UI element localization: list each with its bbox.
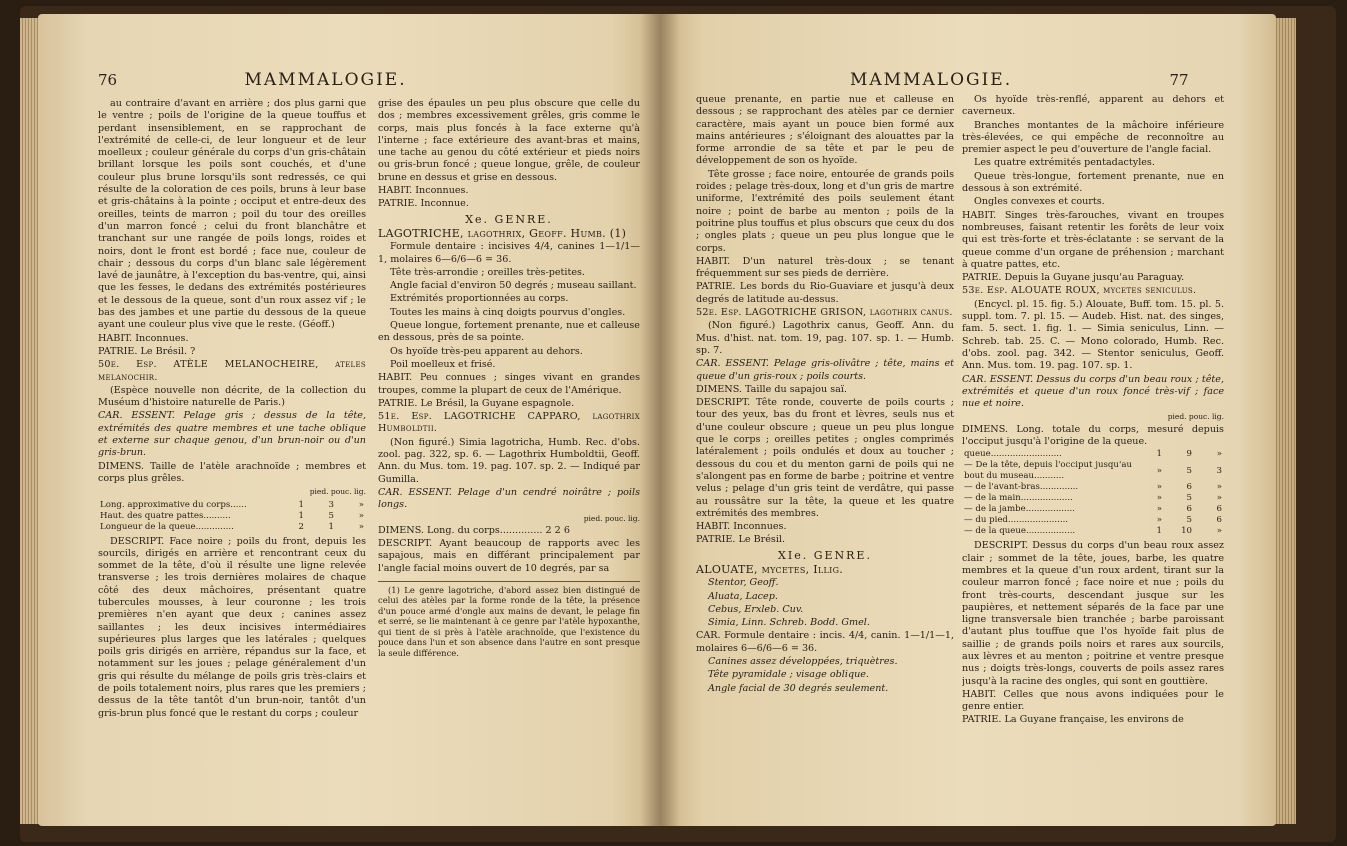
measure-header: pied. pouc. lig. [583,513,640,523]
paragraph: Toutes les mains à cinq doigts pourvus d'ongles. [390,306,626,318]
habit-line: HABIT. Inconnues. [696,521,787,533]
synonym: Cebus, Erxleb. Cuv. [708,603,804,615]
measure-label: — de la queue.................. [964,526,1076,537]
paragraph: DESCRIPT. Face noire ; poils du front, depuis les sourcils, dirigés en arrière et rencontrant ceux du sommet de la tête, d'où il résulte une ligne relevée transverse ; les trois dernières molaires de chaque côté des deux mâchoires, présentant quatre tubercules mousses, à leur couronne ; les trois premières n'en ayant que deux ; canines assez saillantes ; les deux incisives intermédiaires supérieures plus larges que les latérales ; quelques poils gris dirigés en arrière, répandus sur la face, et notamment sur les joues ; pelage généralement d'un gris qui résulte du mélange de poils gris très-clairs et de poils totalement noirs, plus rares que les premiers ; dessus de la tête tantôt d'un brun-noir, tantôt d'un gris-brun plus foncé que le restant du corps ; couleur [98,535,366,719]
measure-lig: » [358,521,364,532]
genus-heading: XIe. GENRE. [778,548,872,562]
left-page [38,14,660,826]
paragraph: Ongles convexes et courts. [974,196,1105,208]
measure-pied: 1 [298,510,304,521]
species-heading: 52e. Esp. LAGOTRICHE GRISON, lagothrix canus. [696,307,953,319]
measure-header: pied. pouc. lig. [1167,412,1224,422]
paragraph: (Espèce nouvelle non décrite, de la collection du Muséum d'histoire naturelle de Paris.) [98,384,366,409]
paragraph: CAR. ESSENT. Pelage gris-olivâtre ; tête, mains et queue d'un gris-roux ; poils courts. [696,358,954,382]
patrie-line: PATRIE. Depuis la Guyane jusqu'au Paraguay. [962,272,1185,284]
measure-pied: » [1156,482,1162,493]
paragraph: Angle facial de 30 degrés seulement. [708,682,889,694]
measure-lig: » [1216,493,1222,504]
measure-pouc: 10 [1181,526,1192,537]
paragraph: Les quatre extrémités pentadactyles. [974,157,1155,169]
habit-line: HABIT. Celles que nous avons indiquées pour le genre entier. [962,688,1224,713]
paragraph: Os hyoïde très-peu apparent au dehors. [390,345,583,357]
patrie-line: PATRIE. Le Brésil. ? [98,345,196,357]
paragraph: DESCRIPT. Tête ronde, couverte de poils courts ; tour des yeux, bas du front et lèvres, seuls nus et d'une couleur obscure ; queue un peu plus longue que le corps ; oreilles petites ; ongles comprimés latéralement ; poils ondulés et doux au toucher ; dessous du cou et du menton garni de poils qui ne s'alongent pas en forme de barbe ; poitrine et ventre velus ; pelage d'un gris teint de verdâtre, qui passe au roussâtre sur la tête, la queue et les quatre extrémités des membres. [696,397,954,519]
measure-pied: 1 [1156,449,1162,460]
dimens-line: DIMENS. Taille de l'atèle arachnoïde ; membres et corps plus grêles. [98,460,366,484]
measure-pouc: 5 [1186,465,1192,476]
paragraph: Tête grosse ; face noire, entourée de grands poils roides ; pelage très-doux, long et d'un gris de martre uniforme, l'extrémité des poils seulement étant noire ; point de barbe au menton ; poils de la poitrine plus touffus et plus obscurs que ceux du dos ; ongles plats ; queue un peu plus longue que le corps. [696,168,954,254]
table-row [962,460,1224,482]
table-row [962,482,1224,493]
habit-line: HABIT. Peu connues ; singes vivant en grandes troupes, comme la plupart de ceux de l'Amérique. [378,372,640,396]
genus-name: ALOUATE, mycetes, Illig. [696,562,844,576]
measure-label: Longueur de la queue.............. [100,521,234,532]
right-column-2 [962,94,1224,818]
paragraph: (Non figuré.) Lagothrix canus, Geoff. Ann. du Mus. d'hist. nat. tom. 19, pag. 107. sp. 1. — Humb. sp. 7. [696,320,954,356]
patrie-line: PATRIE. La Guyane française, les environs de [962,714,1184,726]
paragraph: Poil moelleux et frisé. [390,358,496,370]
dental-formula: CAR. Formule dentaire : incis. 4/4, canin. 1—1/1—1, molaires 6—6/6—6 = 36. [696,630,954,654]
measure-pied: 1 [298,499,304,510]
measure-label: Haut. des quatre pattes.......... [100,510,231,521]
table-row [962,493,1224,504]
left-head-title: MAMMALOGIE. [244,70,407,90]
species-heading: 50e. Esp. ATÈLE MELANOCHEIRE, ateles melanochir. [98,359,366,383]
paragraph: Os hyoïde très-renflé, apparent au dehors et caverneux. [962,94,1224,118]
paragraph: CAR. ESSENT. Pelage d'un cendré noirâtre ; poils longs. [378,486,640,511]
synonym: Stentor, Geoff. [708,577,779,589]
species-heading: 53e. Esp. ALOUATE ROUX, mycetes seniculus. [962,285,1197,297]
measure-lig: » [1216,482,1222,493]
dimens-line: DIMENS. Long. du corps.............. 2 2 6 [378,524,570,536]
measure-lig: » [358,510,364,521]
table-row [962,504,1224,515]
paragraph: Extrémités proportionnées au corps. [390,293,569,305]
synonym: Simia, Linn. Schreb. Bodd. Gmel. [708,617,870,629]
habit-line: HABIT. Singes très-farouches, vivant en troupes nombreuses, faisant retentir les forêts de leur voix qui est très-forte et très-éclatante : se servant de la queue comme d'un organe de préhension ; marchant à quatre pattes, etc. [962,209,1224,270]
synonym: Aluata, Lacep. [708,590,778,602]
table-row [962,515,1224,526]
measure-label: Long. approximative du corps...... [100,499,247,510]
paragraph: CAR. ESSENT. Pelage gris ; dessus de la tête, extrémités des quatre membres et une tache oblique et externe sur chaque genou, d'un brun-noir ou d'un gris-brun. [98,410,366,459]
left-column-2 [378,98,640,818]
habit-line: HABIT. Inconnues. [378,185,469,197]
page-edges-right [1274,18,1296,824]
paragraph: Queue très-longue, fortement prenante, nue en dessous à son extrémité. [962,170,1224,195]
table-row [98,522,366,533]
genus-heading: Xe. GENRE. [465,212,553,226]
paragraph: queue prenante, en partie nue et calleuse en dessous ; se rapprochant des atèles par ce dernier caractère, mais ayant un pouce bien formé aux mains antérieures ; s'éloignant des alouattes par la forme arrondie de sa tête et par le peu de développement de son os hyoïde. [696,94,954,167]
paragraph: Queue longue, fortement prenante, nue et calleuse en dessous, près de sa pointe. [378,320,640,344]
paragraph: Tête très-arrondie ; oreilles très-petites. [390,266,585,278]
measure-pied: » [1156,465,1162,476]
right-running-head [850,70,1189,90]
measure-table [98,500,366,533]
measure-label: — de l'avant-bras.............. [964,482,1079,493]
dimens-line: DIMENS. Taille du sapajou saï. [696,383,847,395]
paragraph: Tête pyramidale ; visage oblique. [708,669,869,681]
habit-line: HABIT. D'un naturel très-doux ; se tenant fréquemment sur ses pieds de derrière. [696,255,954,280]
table-row [962,449,1224,460]
measure-pouc: 5 [1186,493,1192,504]
patrie-line: PATRIE. Le Brésil, la Guyane espagnole. [378,397,575,409]
measure-lig: 6 [1216,504,1222,515]
table-row [98,500,366,511]
paragraph: Branches montantes de la mâchoire inférieure très-élevées, ce qui empêche de reconnoître au premier aspect le peu d'ouverture de l'angle facial. [962,119,1224,156]
measure-table [962,449,1224,537]
measure-lig: » [358,499,364,510]
measure-label: — de la main................... [964,493,1073,504]
measure-pouc: 1 [328,521,334,532]
measure-lig: 3 [1216,465,1222,476]
left-page-number: 76 [98,71,118,89]
genus-name: LAGOTRICHE, lagothrix, Geoff. Humb. (1) [378,226,627,240]
table-row [962,526,1224,537]
measure-label: — De la tête, depuis l'occiput jusqu'au bout du museau........... [964,460,1132,482]
measure-pied: » [1156,515,1162,526]
measure-lig: » [1216,449,1222,460]
measure-lig: 6 [1216,515,1222,526]
measure-pouc: 6 [1186,504,1192,515]
page-edges-left [20,18,40,824]
footnote-text: (1) Le genre lagotriche, d'abord assez bien distingué de celui des atèles par la forme ronde de la tête, la présence d'un pouce armé d'ongle aux mains de devant, le pelage fin et serré, se lie maintenant à ce genre par l'atèle hypoxanthe, qui tient de si près à l'atèle arachnoïde, que l'existence du pouce dans l'un et son absence dans l'autre en sont presque la seule différence. [378,584,640,658]
right-column-1 [696,94,954,818]
patrie-line: PATRIE. Le Brésil. [696,534,786,546]
measure-pied: 1 [1156,526,1162,537]
habit-line: HABIT. Inconnues. [98,332,189,344]
paragraph: au contraire d'avant en arrière ; dos plus garni que le ventre ; poils de l'origine de la queue touffus et perdant insensiblement, en se rapprochant de l'extrémité de celle-ci, de leur longueur et de leur moelleux ; couleur générale du corps d'un gris-châtain brillant lorsque les poils sont couchés, et d'une couleur plus brune lorsqu'ils sont redressés, ce qui résulte de la coloration de ces poils, bruns à leur base et gris-châtains à la pointe ; occiput et entre-deux des oreilles, teints de marron ; poil du tour des oreilles d'un marron foncé ; celui du front blanchâtre et tranchant sur une rangée de poils longs, roides et noirs, dont le front est bordé ; face nue, couleur de chair ; dessous du corps d'un blanc sale légèrement lavé de jaunâtre, à l'exception du bas-ventre, qui, ainsi que les fesses, le dedans des extrémités postérieures et le dessous de la queue, sont d'un roux assez vif ; le bas des jambes et une partie du dessous de la queue ayant une couleur plus vive que le reste. (Géoff.) [98,98,366,331]
paragraph: DESCRIPT. Dessus du corps d'un beau roux assez clair ; sommet de la tête, joues, barbe, les quatre membres et la queue d'un roux ardent, tirant sur la couleur marron foncé ; face noire et nue ; poils du front très-courts, descendant jusque sur les paupières, et nettement séparés de la face par une ligne transversale bien tranchée ; barbe paroissant d'autant plus touffue que l'os hyoïde fait plus de saillie ; de grands poils noirs et rares aux sourcils, aux lèvres et au menton ; poitrine et ventre presque nus ; doigts très-longs, couverts de poils assez rares jusqu'à la racine des ongles, qui sont en gouttière. [962,540,1224,687]
paragraph: CAR. ESSENT. Dessus du corps d'un beau roux ; tête, extrémités et queue d'un roux foncé très-vif ; face nue et noire. [962,373,1224,410]
paragraph: (Encycl. pl. 15. fig. 5.) Alouate, Buff. tom. 15. pl. 5. suppl. tom. 7. pl. 15. — Audeb. Hist. nat. des singes, fam. 5. sect. 1. fig. 1. — Simia seniculus, Linn. — Schreb. tab. 25. C. — Mono colorado, Humb. Rec. d'obs. zool. pag. 342. — Stentor seniculus, Geoff. Ann. Mus. tom. 19. pag. 107. sp. 1. [962,298,1224,372]
measure-lig: » [1216,526,1222,537]
paragraph: DESCRIPT. Ayant beaucoup de rapports avec les sapajous, mais en différant principalement par l'angle facial moins ouvert de 10 degrés, par sa [378,538,640,574]
measure-pouc: 5 [1186,515,1192,526]
measure-pied: » [1156,493,1162,504]
species-heading: 51e. Esp. LAGOTRICHE CAPPARO, lagothrix Humboldtii. [378,411,640,435]
patrie-line: PATRIE. Inconnue. [378,198,469,210]
measure-label: queue.......................... [964,449,1062,460]
measure-pouc: 6 [1186,482,1192,493]
measure-label: — du pied...................... [964,515,1069,526]
paragraph: grise des épaules un peu plus obscure que celle du dos ; membres excessivement grêles, gris comme le corps, mais plus foncés à la face externe qu'à l'interne ; face extérieure des avant-bras et mains, une tache au genou du côté extérieur et pieds noirs ou gris-brun foncé ; queue longue, grêle, de couleur brune en dessus et grise en dessous. [378,98,640,183]
right-head-title: MAMMALOGIE. [850,70,1013,90]
paragraph: Canines assez développées, triquètres. [708,656,898,668]
footnote [378,581,640,659]
measure-pied: » [1156,504,1162,515]
table-row [98,511,366,522]
left-running-head [98,70,407,90]
measure-pouc: 9 [1186,449,1192,460]
measure-pied: 2 [298,521,304,532]
measure-label: — de la jambe.................. [964,504,1075,515]
left-column-1 [98,98,366,818]
measure-pouc: 3 [328,499,334,510]
measure-pouc: 5 [328,510,334,521]
dental-formula: Formule dentaire : incisives 4/4, canines 1—1/1—1, molaires 6—6/6—6 = 36. [378,241,640,265]
paragraph: Angle facial d'environ 50 degrés ; museau saillant. [390,280,637,292]
right-page-number: 77 [1169,71,1189,89]
patrie-line: PATRIE. Les bords du Rio-Guaviare et jusqu'à deux degrés de latitude au-dessus. [696,281,954,305]
right-page [660,14,1276,826]
dimens-line: DIMENS. Long. totale du corps, mesuré depuis l'occiput jusqu'à l'origine de la queue. [962,423,1224,448]
paragraph: (Non figuré.) Simia lagotricha, Humb. Rec. d'obs. zool. pag. 322, sp. 6. — Lagothrix Humboldtii, Geoff. Ann. du Mus. tom. 19. pag. 107. sp. 2. — Indiqué par Gumilla. [378,436,640,485]
measure-header: pied. pouc. lig. [309,487,366,497]
